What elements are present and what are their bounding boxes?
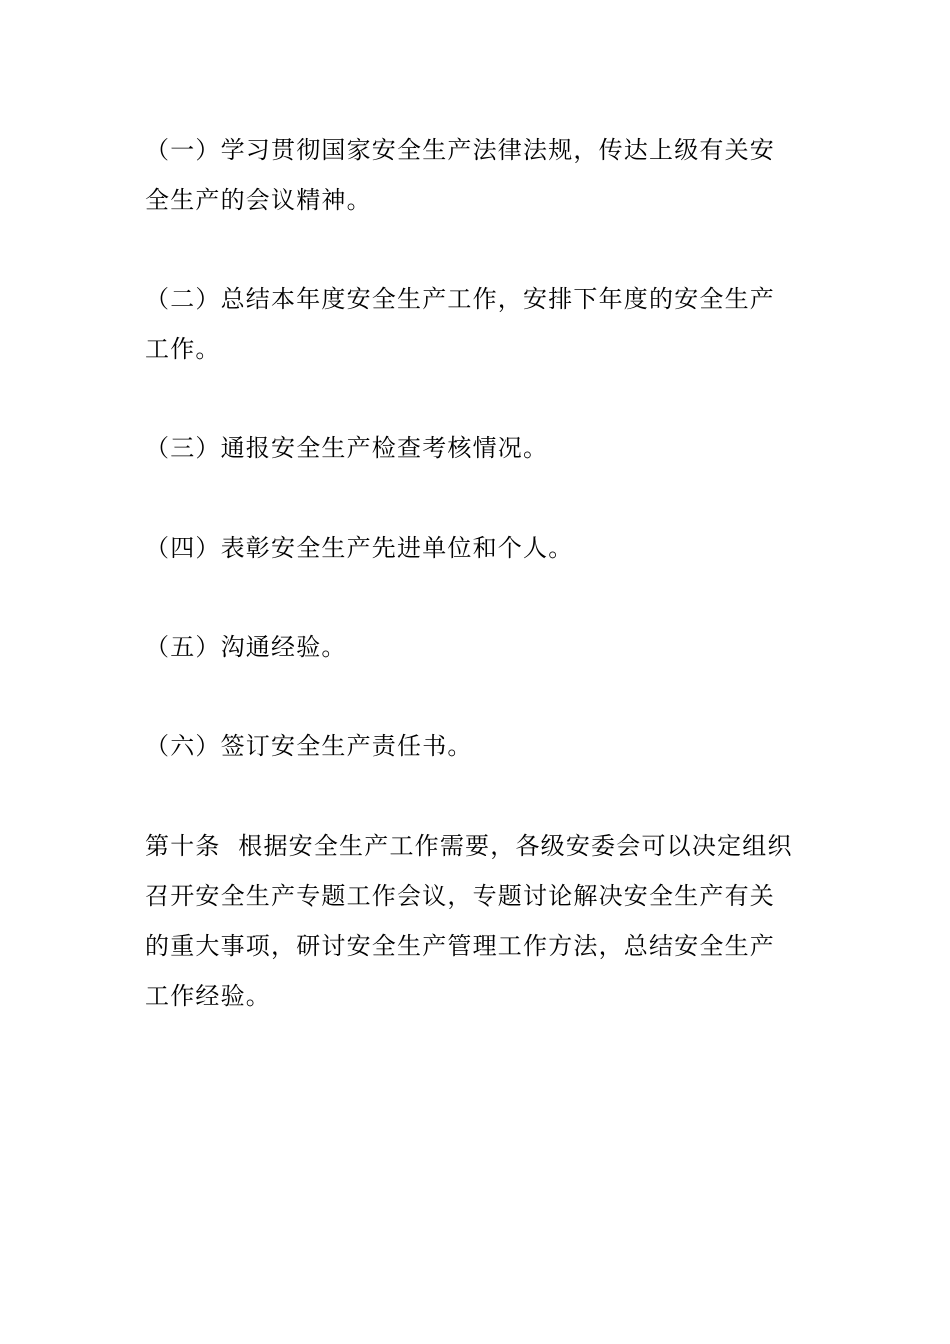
text-line: （六）签订安全生产责任书。 <box>145 732 473 760</box>
text-line: （五）沟通经验。 <box>145 633 347 661</box>
text-line: （四）表彰安全生产先进单位和个人。 <box>145 534 574 562</box>
text-line: （一）学习贯彻国家安全生产法律法规，传达上级有关安 <box>145 136 775 164</box>
list-item-4 <box>145 523 810 573</box>
article-paragraph <box>145 821 810 1021</box>
list-item-1 <box>145 125 810 225</box>
text-line: 召开安全生产专题工作会议，专题讨论解决安全生产有关 <box>145 882 775 910</box>
list-item-3 <box>145 423 810 473</box>
text-line: 全生产的会议精神。 <box>145 186 372 214</box>
text-line: （三）通报安全生产检查考核情况。 <box>145 434 549 462</box>
list-item-2 <box>145 274 810 374</box>
text-line: 第十条 根据安全生产工作需要，各级安委会可以决定组织 <box>145 832 793 860</box>
list-item-5 <box>145 622 810 672</box>
text-line: 工作。 <box>145 335 221 363</box>
text-line: 工作经验。 <box>145 982 271 1010</box>
text-line: 的重大事项，研讨安全生产管理工作方法，总结安全生产 <box>145 932 775 960</box>
text-line: （二）总结本年度安全生产工作，安排下年度的安全生产 <box>145 285 775 313</box>
list-item-6 <box>145 721 810 771</box>
